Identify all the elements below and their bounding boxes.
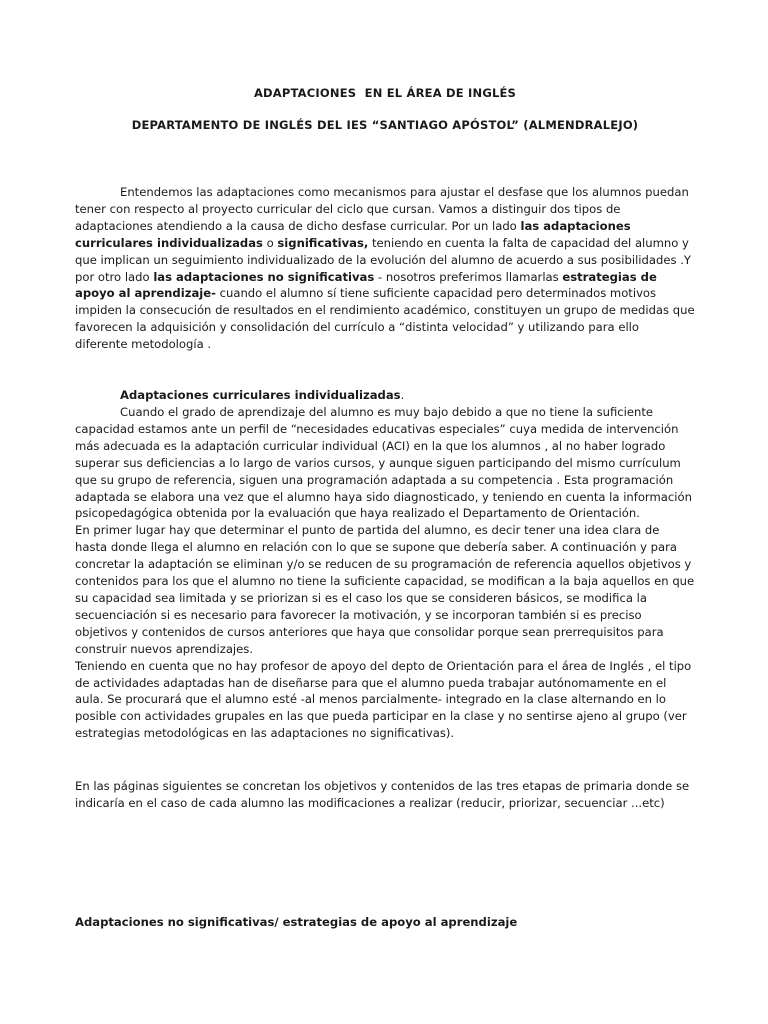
intro-bold-1: las adaptaciones curriculares individualizadas bbox=[75, 218, 631, 250]
intro-text-1: Entendemos las adaptaciones como mecanismos para ajustar el desfase que los alumnos puedan tener con respecto al proyecto curricular del ciclo que cursan. Vamos a distinguir dos tipos de adaptaciones atendiendo a la causa de dicho desfase curricular. Por un lado bbox=[75, 185, 689, 233]
aci-section bbox=[75, 404, 695, 742]
aci-paragraph-2: En primer lugar hay que determinar el punto de partida del alumno, es decir tener una idea clara de hasta donde llega el alumno en relación con lo que se supone que debería saber. A continuación y para concretar la adaptación se eliminan y/o se reducen de su programación de referencia aquellos objetivos y contenidos para los que el alumno no tiene la suficiente capacidad, se modifican a la baja aquellos en que su capacidad sea limitada y se priorizan si es el caso los que se consideren básicos, se modifica la secuenciación si es necesario para favorecer la motivación, y se incorporan también si es preciso objetivos y contenidos de cursos anteriores que haya que consolidar porque sean prerrequisitos para construir nuevos aprendizajes. bbox=[75, 523, 695, 656]
non-significant-heading: Adaptaciones no significativas/ estrategias de apoyo al aprendizaje bbox=[75, 915, 518, 929]
document-subtitle: DEPARTAMENTO DE INGLÉS DEL IES “SANTIAGO APÓSTOL” (ALMENDRALEJO) bbox=[131, 118, 639, 132]
aci-heading bbox=[120, 387, 404, 404]
intro-bold-2: significativas, bbox=[277, 235, 369, 250]
intro-text-4: - nosotros preferimos llamarlas bbox=[374, 269, 563, 284]
intro-text-3: teniendo en cuenta la falta de capacidad del alumno y que implican un seguimiento individualizado de la evolución del alumno de acuerdo a sus posibilidades .Y por otro lado bbox=[75, 235, 691, 284]
closing-paragraph: En las páginas siguientes se concretan los objetivos y contenidos de las tres etapas de primaria donde se indicaría en el caso de cada alumno las modificaciones a realizar (reducir, priorizar, secuenciar ...etc) bbox=[75, 779, 690, 810]
intro-paragraph bbox=[75, 184, 695, 353]
intro-text-5: cuando el alumno sí tiene suficiente capacidad pero determinados motivos impiden la consecución de resultados en el rendimiento académico, constituyen un grupo de medidas que favorecen la adquisición y consolidación del currículo a “distinta velocidad” y utilizando para ello diferente metodología . bbox=[75, 286, 695, 352]
aci-heading-period: . bbox=[400, 388, 405, 402]
aci-paragraph-1 bbox=[75, 404, 695, 522]
aci-paragraph-1-text: Cuando el grado de aprendizaje del alumno es muy bajo debido a que no tiene la suficiente capacidad estamos ante un perfil de “necesidades educativas especiales” cuya medida de intervención más adecuada es la adaptación curricular individual (ACI) en la que los alumnos , al no haber logrado superar sus deficiencias a lo largo de varios cursos, y aunque siguen participando del mismo currículum que su grupo de referencia, siguen una programación adaptada a su competencia . Esta programación adaptada se elabora una vez que el alumno haya sido diagnosticado, y teniendo en cuenta la información psicopedagógica obtenida por la evaluación que haya realizado el Departamento de Orientación. bbox=[75, 405, 692, 521]
document-title: ADAPTACIONES EN EL ÁREA DE INGLÉS bbox=[253, 86, 517, 100]
aci-heading-text: Adaptaciones curriculares individualizadas bbox=[120, 388, 401, 402]
aci-paragraph-3: Teniendo en cuenta que no hay profesor de apoyo del depto de Orientación para el área de Inglés , el tipo de actividades adaptadas han de diseñarse para que el alumno pueda trabajar autónomamente en el aula. Se procurará que el alumno esté -al menos parcialmente- integrado en la clase alternando en lo posible con actividades grupales en las que pueda participar en la clase y no sentirse ajeno al grupo (ver estrategias metodológicas en las adaptaciones no significativas). bbox=[75, 658, 692, 741]
document-page bbox=[75, 0, 695, 1024]
intro-text-2: o bbox=[262, 235, 278, 250]
intro-bold-3: las adaptaciones no significativas bbox=[153, 269, 375, 284]
intro-bold-4: estrategias de apoyo al aprendizaje- bbox=[75, 269, 657, 301]
